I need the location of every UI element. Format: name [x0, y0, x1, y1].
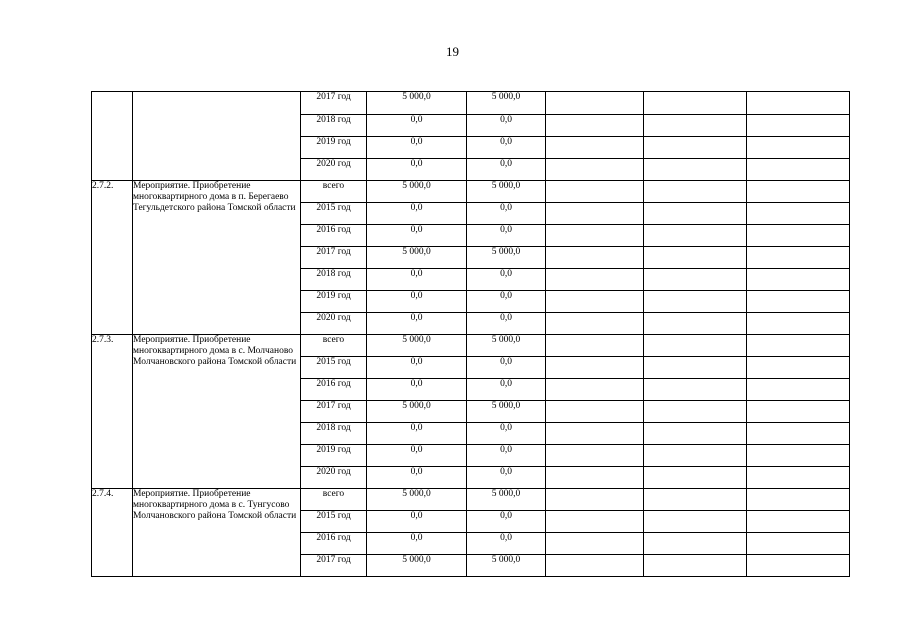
empty-cell — [747, 555, 850, 577]
empty-cell — [546, 203, 644, 225]
empty-cell — [747, 401, 850, 423]
total-cell: 0,0 — [367, 467, 467, 489]
total-cell: 0,0 — [367, 313, 467, 335]
empty-cell — [546, 247, 644, 269]
total-cell: 5 000,0 — [367, 181, 467, 203]
empty-cell — [644, 423, 747, 445]
empty-cell — [644, 269, 747, 291]
empty-cell — [747, 511, 850, 533]
empty-cell — [546, 511, 644, 533]
value-cell: 5 000,0 — [467, 92, 546, 115]
total-cell: 5 000,0 — [367, 401, 467, 423]
empty-cell — [747, 313, 850, 335]
empty-cell — [747, 533, 850, 555]
empty-cell — [644, 533, 747, 555]
empty-cell — [747, 467, 850, 489]
value-cell: 0,0 — [467, 445, 546, 467]
total-cell: 0,0 — [367, 379, 467, 401]
table-row — [92, 489, 850, 511]
value-cell: 5 000,0 — [467, 335, 546, 357]
empty-cell — [747, 357, 850, 379]
total-cell: 5 000,0 — [367, 555, 467, 577]
empty-cell — [644, 401, 747, 423]
empty-cell — [644, 445, 747, 467]
year-cell: 2020 год — [301, 159, 367, 181]
year-cell: 2019 год — [301, 137, 367, 159]
year-cell: всего — [301, 181, 367, 203]
empty-cell — [546, 181, 644, 203]
year-cell: всего — [301, 335, 367, 357]
total-cell: 0,0 — [367, 225, 467, 247]
empty-cell — [644, 313, 747, 335]
year-cell: 2015 год — [301, 511, 367, 533]
empty-cell — [546, 291, 644, 313]
value-cell: 0,0 — [467, 313, 546, 335]
empty-cell — [644, 203, 747, 225]
total-cell: 0,0 — [367, 137, 467, 159]
empty-cell — [546, 335, 644, 357]
empty-cell — [546, 533, 644, 555]
item-number: 2.7.2. — [92, 181, 133, 335]
year-cell: 2017 год — [301, 92, 367, 115]
value-cell: 5 000,0 — [467, 401, 546, 423]
item-description: Мероприятие. Приобретение многоквартирного дома в с. Молчаново Молчановского района Томской области — [133, 335, 301, 489]
empty-cell — [546, 269, 644, 291]
year-cell: 2019 год — [301, 445, 367, 467]
year-cell: 2015 год — [301, 203, 367, 225]
empty-cell — [546, 379, 644, 401]
empty-cell — [546, 225, 644, 247]
item-description: Мероприятие. Приобретение многоквартирного дома в с. Тунгусово Молчановского района Томской области — [133, 489, 301, 577]
empty-cell — [546, 92, 644, 115]
value-cell: 5 000,0 — [467, 181, 546, 203]
empty-cell — [546, 313, 644, 335]
year-cell: 2018 год — [301, 269, 367, 291]
year-cell: 2017 год — [301, 555, 367, 577]
empty-cell — [644, 291, 747, 313]
value-cell: 0,0 — [467, 467, 546, 489]
total-cell: 0,0 — [367, 269, 467, 291]
table-row — [92, 92, 850, 115]
value-cell: 5 000,0 — [467, 555, 546, 577]
empty-cell — [644, 555, 747, 577]
empty-cell — [747, 335, 850, 357]
empty-cell — [644, 335, 747, 357]
empty-cell — [644, 467, 747, 489]
value-cell: 0,0 — [467, 379, 546, 401]
empty-cell — [747, 291, 850, 313]
total-cell: 5 000,0 — [367, 335, 467, 357]
empty-cell — [546, 357, 644, 379]
empty-cell — [644, 357, 747, 379]
total-cell: 0,0 — [367, 159, 467, 181]
empty-cell — [747, 445, 850, 467]
empty-cell — [644, 489, 747, 511]
empty-cell — [644, 225, 747, 247]
empty-cell — [546, 445, 644, 467]
empty-cell — [747, 247, 850, 269]
value-cell: 0,0 — [467, 423, 546, 445]
empty-cell — [644, 137, 747, 159]
table-row — [92, 181, 850, 203]
total-cell: 0,0 — [367, 511, 467, 533]
empty-cell — [747, 92, 850, 115]
value-cell: 0,0 — [467, 291, 546, 313]
total-cell: 0,0 — [367, 203, 467, 225]
empty-cell — [546, 159, 644, 181]
empty-cell — [747, 423, 850, 445]
total-cell: 0,0 — [367, 445, 467, 467]
empty-cell — [747, 137, 850, 159]
table-row — [92, 335, 850, 357]
continued-num-cell — [92, 92, 133, 181]
year-cell: 2017 год — [301, 401, 367, 423]
empty-cell — [546, 467, 644, 489]
item-number: 2.7.4. — [92, 489, 133, 577]
page-number: 19 — [446, 44, 459, 59]
year-cell: 2020 год — [301, 313, 367, 335]
empty-cell — [644, 247, 747, 269]
empty-cell — [644, 511, 747, 533]
empty-cell — [747, 115, 850, 137]
empty-cell — [546, 555, 644, 577]
total-cell: 5 000,0 — [367, 489, 467, 511]
empty-cell — [747, 203, 850, 225]
year-cell: 2016 год — [301, 379, 367, 401]
empty-cell — [747, 159, 850, 181]
value-cell: 0,0 — [467, 269, 546, 291]
total-cell: 0,0 — [367, 357, 467, 379]
empty-cell — [644, 115, 747, 137]
year-cell: 2015 год — [301, 357, 367, 379]
empty-cell — [546, 401, 644, 423]
empty-cell — [546, 137, 644, 159]
total-cell: 5 000,0 — [367, 247, 467, 269]
year-cell: 2019 год — [301, 291, 367, 313]
year-cell: 2020 год — [301, 467, 367, 489]
value-cell: 0,0 — [467, 115, 546, 137]
year-cell: 2017 год — [301, 247, 367, 269]
value-cell: 0,0 — [467, 511, 546, 533]
empty-cell — [747, 181, 850, 203]
value-cell: 5 000,0 — [467, 247, 546, 269]
total-cell: 5 000,0 — [367, 92, 467, 115]
item-number: 2.7.3. — [92, 335, 133, 489]
empty-cell — [546, 115, 644, 137]
value-cell: 0,0 — [467, 357, 546, 379]
item-description: Мероприятие. Приобретение многоквартирного дома в п. Берегаево Тегульдетского района Томской области — [133, 181, 301, 335]
empty-cell — [644, 159, 747, 181]
empty-cell — [546, 489, 644, 511]
budget-table — [91, 91, 850, 577]
total-cell: 0,0 — [367, 423, 467, 445]
year-cell: 2018 год — [301, 423, 367, 445]
value-cell: 0,0 — [467, 159, 546, 181]
year-cell: 2016 год — [301, 533, 367, 555]
empty-cell — [747, 225, 850, 247]
value-cell: 5 000,0 — [467, 489, 546, 511]
value-cell: 0,0 — [467, 203, 546, 225]
empty-cell — [747, 269, 850, 291]
value-cell: 0,0 — [467, 225, 546, 247]
value-cell: 0,0 — [467, 137, 546, 159]
empty-cell — [747, 379, 850, 401]
value-cell: 0,0 — [467, 533, 546, 555]
total-cell: 0,0 — [367, 115, 467, 137]
table-body — [92, 92, 850, 577]
empty-cell — [644, 92, 747, 115]
year-cell: 2018 год — [301, 115, 367, 137]
total-cell: 0,0 — [367, 291, 467, 313]
year-cell: всего — [301, 489, 367, 511]
total-cell: 0,0 — [367, 533, 467, 555]
year-cell: 2016 год — [301, 225, 367, 247]
empty-cell — [546, 423, 644, 445]
empty-cell — [644, 379, 747, 401]
empty-cell — [747, 489, 850, 511]
empty-cell — [644, 181, 747, 203]
continued-desc-cell — [133, 92, 301, 181]
